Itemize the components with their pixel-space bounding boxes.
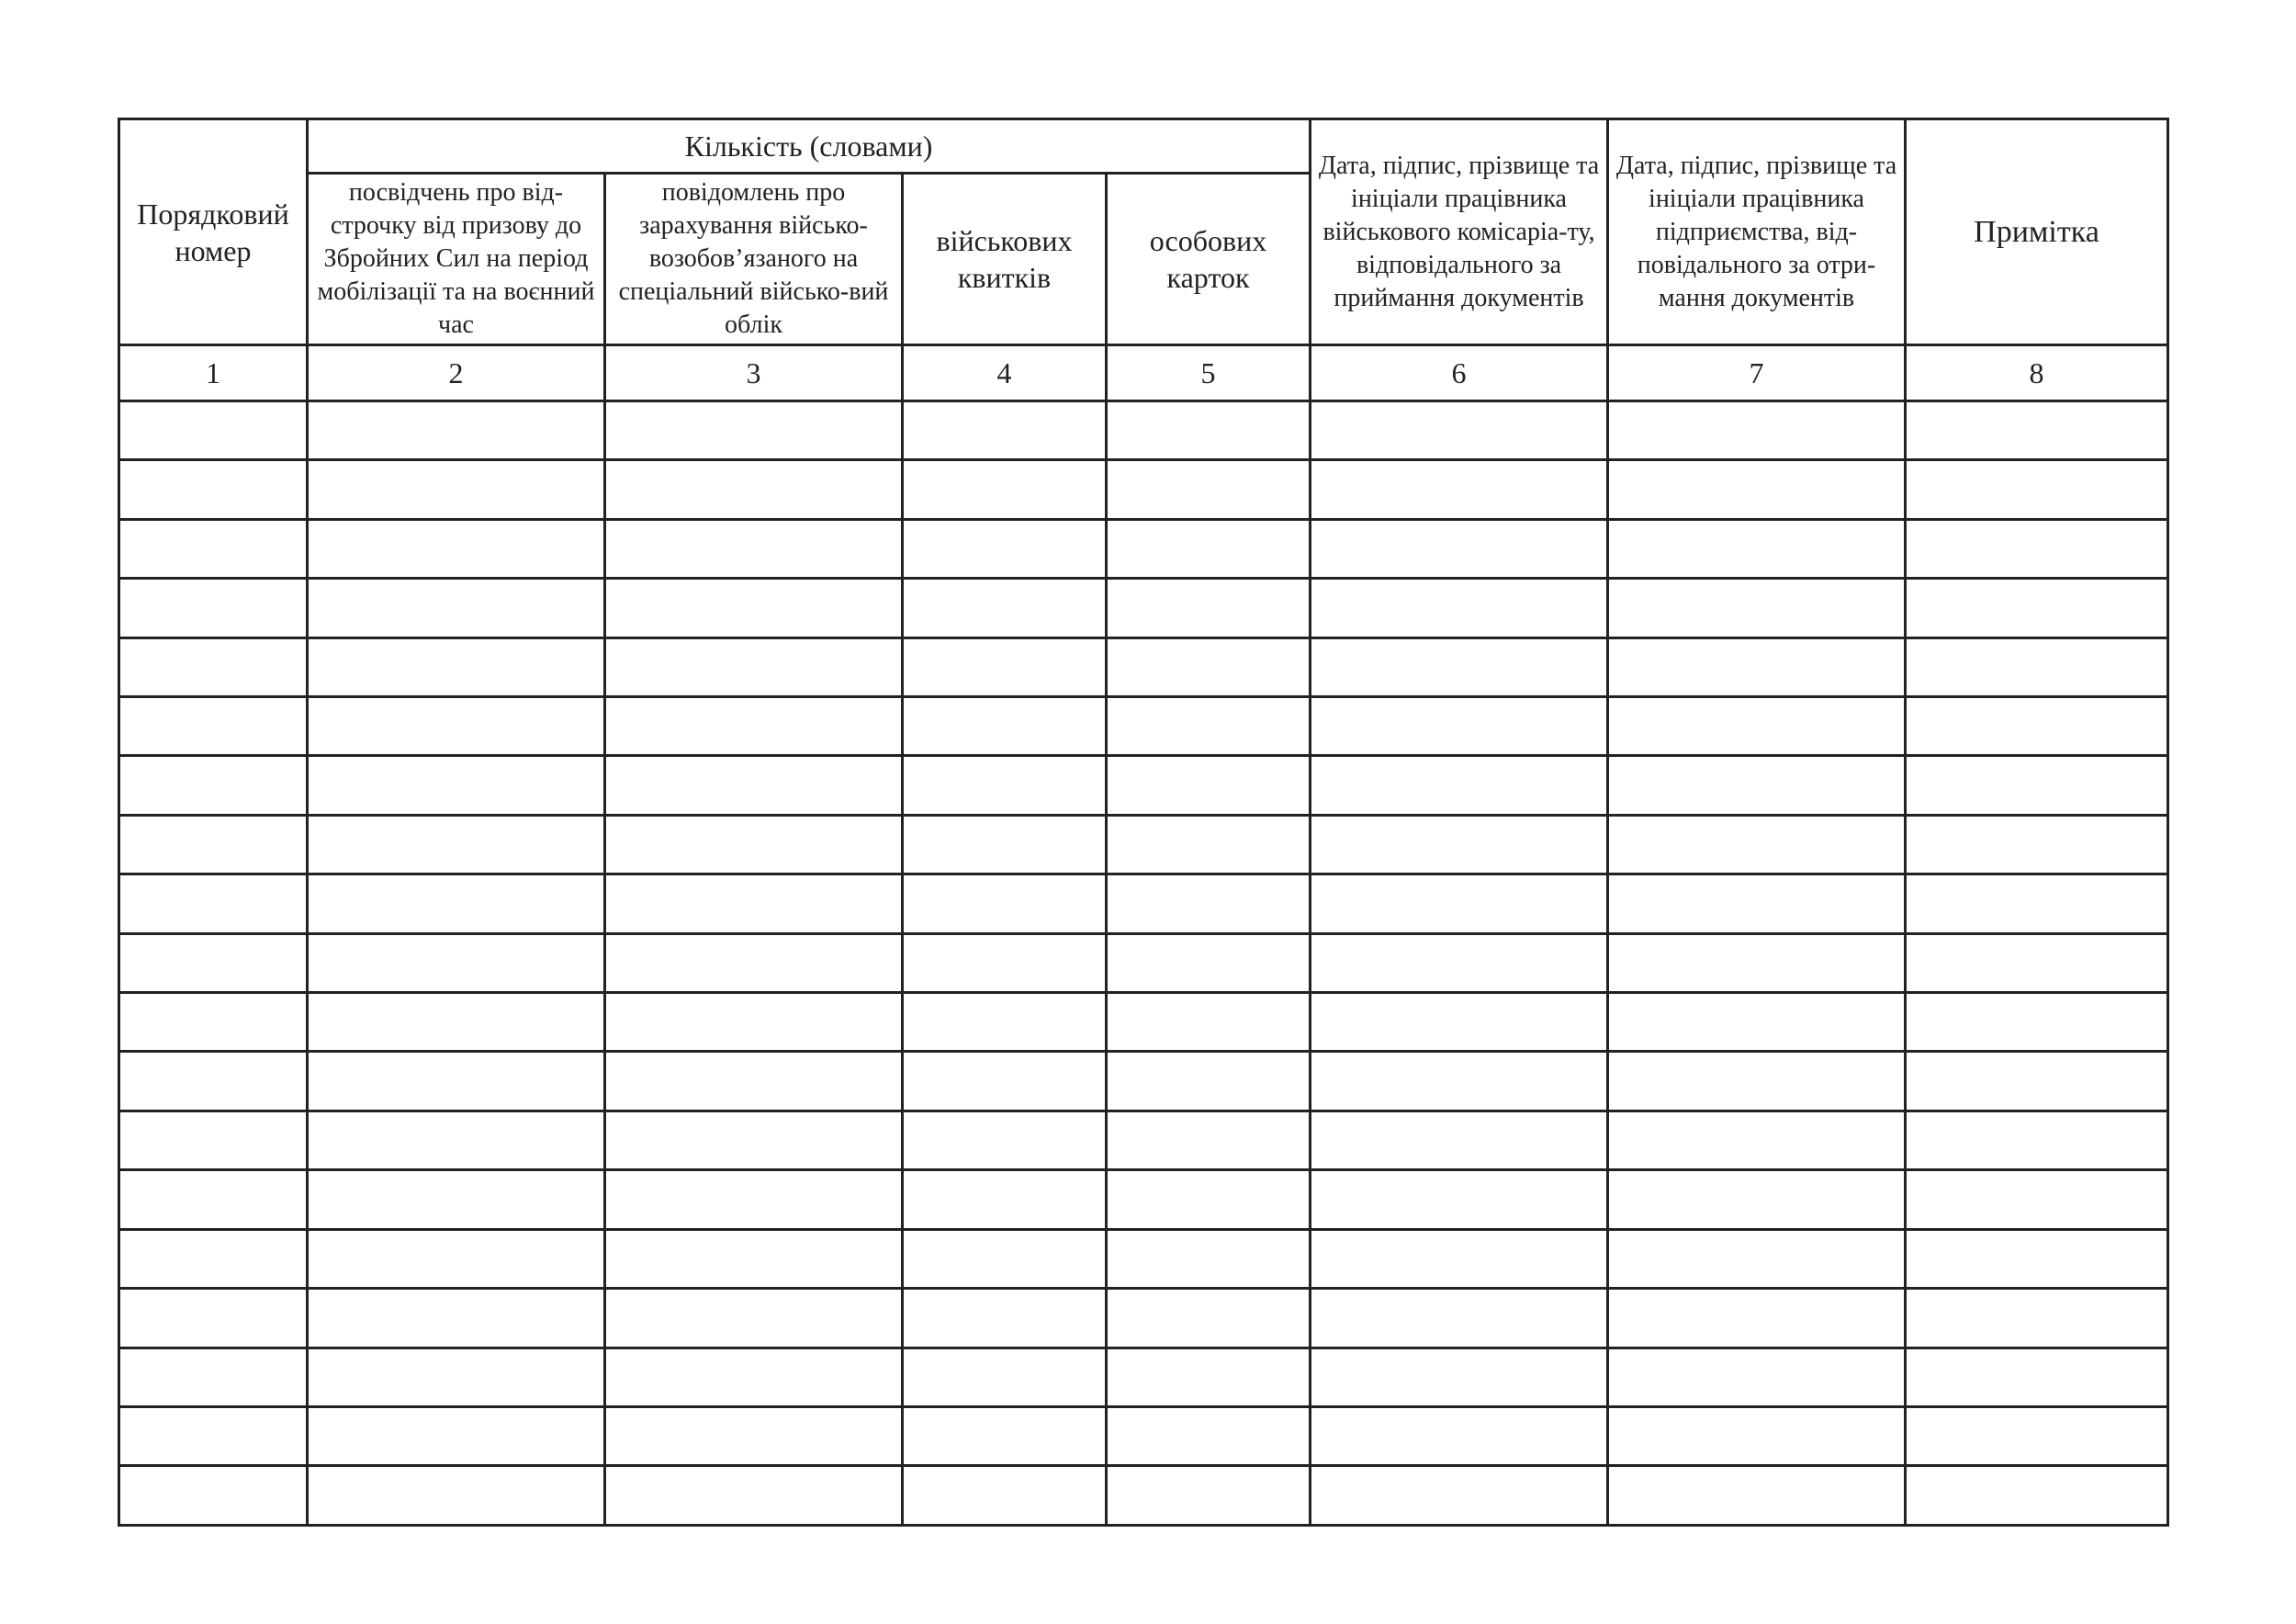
table-cell <box>1608 1348 1906 1406</box>
table-cell <box>1608 815 1906 874</box>
table-cell <box>903 1348 1107 1406</box>
table-cell <box>605 815 903 874</box>
table-cell <box>903 993 1107 1052</box>
table-cell <box>308 815 605 874</box>
table-cell <box>605 637 903 696</box>
table-cell <box>119 1466 308 1526</box>
table-row <box>119 1289 2168 1348</box>
table-row <box>119 519 2168 578</box>
header-deferment-certificates: посвідчень про від-строчку від призову до Збройних Сил на період мобілізації та на воєнний час <box>308 174 605 345</box>
column-number: 1 <box>119 345 308 401</box>
table-cell <box>1311 993 1608 1052</box>
table-cell <box>605 1466 903 1526</box>
table-cell <box>119 993 308 1052</box>
table-cell <box>119 401 308 460</box>
table-cell <box>1311 460 1608 519</box>
table-cell <box>1107 519 1311 578</box>
table-cell <box>1608 519 1906 578</box>
table-cell <box>1311 874 1608 933</box>
table-cell <box>903 579 1107 637</box>
table-cell <box>119 756 308 815</box>
table-cell <box>308 1348 605 1406</box>
table-cell <box>119 933 308 992</box>
table-cell <box>1906 756 2168 815</box>
table-cell <box>308 1466 605 1526</box>
table-cell <box>1608 933 1906 992</box>
table-cell <box>308 401 605 460</box>
table-cell <box>903 756 1107 815</box>
header-note: Примітка <box>1906 119 2168 345</box>
header-quantity-group: Кількість (словами) <box>308 119 1311 174</box>
column-number: 7 <box>1608 345 1906 401</box>
table-cell <box>119 519 308 578</box>
table-cell <box>605 993 903 1052</box>
table-cell <box>308 993 605 1052</box>
table-cell <box>605 460 903 519</box>
table-cell <box>1906 401 2168 460</box>
table-cell <box>1906 1052 2168 1111</box>
table-cell <box>1107 756 1311 815</box>
header-personal-cards: особових карток <box>1107 174 1311 345</box>
table-cell <box>308 1111 605 1169</box>
table-cell <box>1608 874 1906 933</box>
table-cell <box>119 1111 308 1169</box>
table-cell <box>1608 993 1906 1052</box>
table-cell <box>1107 697 1311 756</box>
table-cell <box>1107 815 1311 874</box>
table-cell <box>605 756 903 815</box>
table-cell <box>308 1406 605 1465</box>
table-cell <box>1906 874 2168 933</box>
table-cell <box>605 1406 903 1465</box>
table-cell <box>1311 1406 1608 1465</box>
table-cell <box>903 1170 1107 1229</box>
table-cell <box>308 460 605 519</box>
table-cell <box>903 933 1107 992</box>
table-cell <box>1906 815 2168 874</box>
table-cell <box>605 579 903 637</box>
header-enrollment-notices: повідомлень про зарахування військо-возобов’язаного на спеціальний військо-вий облік <box>605 174 903 345</box>
table-row <box>119 1466 2168 1526</box>
table-cell <box>1107 1229 1311 1288</box>
column-number: 8 <box>1906 345 2168 401</box>
table-cell <box>1906 1348 2168 1406</box>
table-cell <box>903 401 1107 460</box>
table-row <box>119 1229 2168 1288</box>
table-cell <box>1906 697 2168 756</box>
table-cell <box>903 460 1107 519</box>
table-row <box>119 933 2168 992</box>
table-cell <box>903 1406 1107 1465</box>
table-cell <box>1608 697 1906 756</box>
table-cell <box>1906 993 2168 1052</box>
table-row <box>119 815 2168 874</box>
table-cell <box>1107 1466 1311 1526</box>
table-cell <box>1311 401 1608 460</box>
table-cell <box>1608 1052 1906 1111</box>
column-number: 6 <box>1311 345 1608 401</box>
table-cell <box>308 1229 605 1288</box>
table-row <box>119 1348 2168 1406</box>
table-cell <box>1906 1289 2168 1348</box>
column-number-row <box>119 345 2168 401</box>
table-cell <box>605 697 903 756</box>
table-cell <box>1107 579 1311 637</box>
table-cell <box>903 1052 1107 1111</box>
document-register-table <box>118 118 2169 1527</box>
table-cell <box>1311 1229 1608 1288</box>
table-cell <box>1311 1170 1608 1229</box>
table-cell <box>1107 1111 1311 1169</box>
table-cell <box>1107 1289 1311 1348</box>
table-cell <box>119 815 308 874</box>
table-row <box>119 637 2168 696</box>
table-cell <box>903 1229 1107 1288</box>
table-cell <box>1311 579 1608 637</box>
table-cell <box>119 579 308 637</box>
table-cell <box>119 1170 308 1229</box>
table-cell <box>119 1406 308 1465</box>
header-enterprise-employee: Дата, підпис, прізвище та ініціали працівника підприємства, від-повідального за отри-мання документів <box>1608 119 1906 345</box>
column-number: 5 <box>1107 345 1311 401</box>
table-row <box>119 993 2168 1052</box>
table-cell <box>1608 1289 1906 1348</box>
table-cell <box>605 1289 903 1348</box>
table-row <box>119 579 2168 637</box>
table-row <box>119 1111 2168 1169</box>
table-cell <box>1906 579 2168 637</box>
table-cell <box>119 874 308 933</box>
table-cell <box>605 874 903 933</box>
header-commissariat-employee: Дата, підпис, прізвище та ініціали працівника військового комісаріа-ту, відповідального за приймання документів <box>1311 119 1608 345</box>
table-cell <box>1608 756 1906 815</box>
table-cell <box>1906 1406 2168 1465</box>
table-cell <box>119 697 308 756</box>
table-cell <box>1311 519 1608 578</box>
table-cell <box>605 401 903 460</box>
table-cell <box>1107 1348 1311 1406</box>
table-cell <box>1608 1229 1906 1288</box>
header-military-tickets: військових квитків <box>903 174 1107 345</box>
table-cell <box>903 519 1107 578</box>
table-cell <box>1906 933 2168 992</box>
table-cell <box>605 1170 903 1229</box>
table-cell <box>1311 697 1608 756</box>
table-cell <box>1311 756 1608 815</box>
table-cell <box>1107 1052 1311 1111</box>
table-cell <box>308 933 605 992</box>
table-row <box>119 1406 2168 1465</box>
table-header <box>119 119 2168 401</box>
table-cell <box>605 1052 903 1111</box>
table-cell <box>1608 1170 1906 1229</box>
table-cell <box>1107 1170 1311 1229</box>
table-row <box>119 401 2168 460</box>
table-row <box>119 1052 2168 1111</box>
table-cell <box>1608 637 1906 696</box>
table-cell <box>1906 637 2168 696</box>
table-row <box>119 874 2168 933</box>
table-cell <box>903 1289 1107 1348</box>
table-cell <box>1906 519 2168 578</box>
table-cell <box>605 1229 903 1288</box>
table-cell <box>903 697 1107 756</box>
table-cell <box>605 519 903 578</box>
column-number: 2 <box>308 345 605 401</box>
table-cell <box>605 1111 903 1169</box>
table-cell <box>1311 637 1608 696</box>
table-cell <box>903 1111 1107 1169</box>
table-cell <box>1608 1111 1906 1169</box>
table-cell <box>308 697 605 756</box>
table-cell <box>1906 1229 2168 1288</box>
table-cell <box>1311 1289 1608 1348</box>
table-cell <box>1311 815 1608 874</box>
table-cell <box>1311 1052 1608 1111</box>
table-cell <box>1107 1406 1311 1465</box>
table-cell <box>119 1348 308 1406</box>
table-cell <box>903 815 1107 874</box>
table-cell <box>1311 933 1608 992</box>
table-cell <box>1107 993 1311 1052</box>
column-number: 4 <box>903 345 1107 401</box>
header-order-number: Порядковий номер <box>119 119 308 345</box>
table-cell <box>308 637 605 696</box>
table-cell <box>1107 874 1311 933</box>
table-row <box>119 1170 2168 1229</box>
table-cell <box>1906 1466 2168 1526</box>
table-cell <box>903 874 1107 933</box>
table-cell <box>1107 637 1311 696</box>
table-cell <box>1906 1111 2168 1169</box>
table-cell <box>1608 579 1906 637</box>
table-cell <box>119 1229 308 1288</box>
table-cell <box>119 637 308 696</box>
table-cell <box>119 1289 308 1348</box>
table-row <box>119 697 2168 756</box>
table-cell <box>1311 1111 1608 1169</box>
table-cell <box>1107 460 1311 519</box>
table-cell <box>1608 401 1906 460</box>
table-cell <box>308 874 605 933</box>
table-cell <box>308 519 605 578</box>
table-cell <box>1311 1466 1608 1526</box>
table-cell <box>308 756 605 815</box>
table-cell <box>1608 460 1906 519</box>
table-cell <box>1906 460 2168 519</box>
table-row <box>119 756 2168 815</box>
table-cell <box>1608 1406 1906 1465</box>
table-cell <box>119 1052 308 1111</box>
table-cell <box>903 1466 1107 1526</box>
table-cell <box>119 460 308 519</box>
table-cell <box>308 579 605 637</box>
table-cell <box>308 1170 605 1229</box>
table-cell <box>605 933 903 992</box>
header-row-top <box>119 119 2168 174</box>
table-cell <box>308 1289 605 1348</box>
table-cell <box>1107 401 1311 460</box>
table-cell <box>1107 933 1311 992</box>
table-row <box>119 460 2168 519</box>
column-number: 3 <box>605 345 903 401</box>
table-cell <box>605 1348 903 1406</box>
table-cell <box>1906 1170 2168 1229</box>
table-cell <box>308 1052 605 1111</box>
table-cell <box>1311 1348 1608 1406</box>
table-body <box>119 401 2168 1526</box>
table-cell <box>1608 1466 1906 1526</box>
table-cell <box>903 637 1107 696</box>
